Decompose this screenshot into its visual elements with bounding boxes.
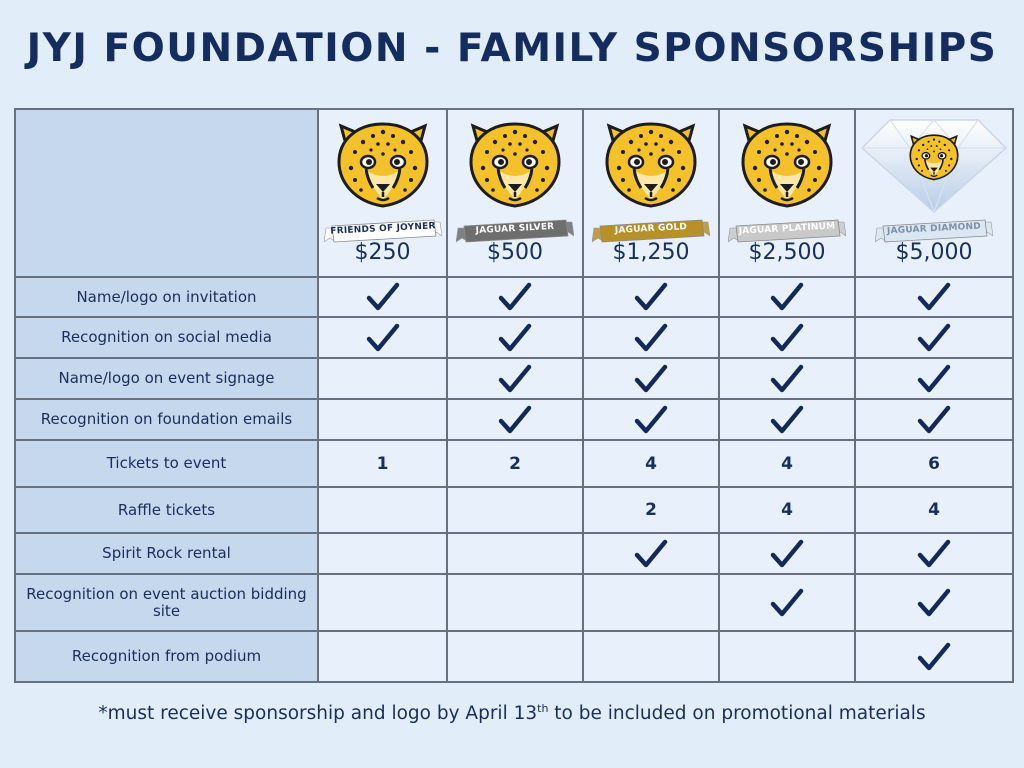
table-row bbox=[15, 631, 1013, 682]
tier-header-3 bbox=[583, 109, 719, 277]
checkmark-icon bbox=[917, 539, 951, 569]
benefit-cell bbox=[719, 440, 855, 487]
tier-header-row bbox=[15, 109, 1013, 277]
checkmark-icon bbox=[917, 405, 951, 435]
benefit-cell bbox=[719, 631, 855, 682]
benefit-label: Name/logo on event signage bbox=[15, 358, 318, 399]
checkmark-icon bbox=[770, 588, 804, 618]
benefit-cell bbox=[719, 358, 855, 399]
benefit-label: Spirit Rock rental bbox=[15, 533, 318, 574]
checkmark-icon bbox=[770, 539, 804, 569]
checkmark-icon bbox=[917, 588, 951, 618]
benefit-cell bbox=[447, 487, 583, 533]
benefit-cell bbox=[583, 277, 719, 317]
checkmark-icon bbox=[498, 282, 532, 312]
benefit-cell bbox=[318, 487, 447, 533]
checkmark-icon bbox=[498, 364, 532, 394]
benefit-cell bbox=[855, 487, 1013, 533]
benefit-cell bbox=[318, 358, 447, 399]
benefit-value: 1 bbox=[376, 453, 389, 474]
benefit-cell bbox=[583, 358, 719, 399]
tier-price: $5,000 bbox=[895, 240, 973, 265]
tier-header-2 bbox=[447, 109, 583, 277]
benefit-cell bbox=[855, 358, 1013, 399]
tier-name: JAGUAR GOLD bbox=[614, 222, 688, 236]
checkmark-icon bbox=[634, 323, 668, 353]
benefit-value: 2 bbox=[509, 453, 521, 474]
tier-name: JAGUAR DIAMOND bbox=[886, 221, 982, 237]
benefit-cell bbox=[583, 574, 719, 631]
footnote-prefix: *must receive sponsorship and logo by April 13 bbox=[98, 703, 538, 725]
benefit-cell bbox=[855, 277, 1013, 317]
benefit-label: Name/logo on invitation bbox=[15, 277, 318, 317]
benefit-value: 4 bbox=[928, 500, 940, 520]
cheetah-icon bbox=[601, 118, 701, 214]
benefit-cell bbox=[855, 631, 1013, 682]
benefit-cell bbox=[719, 277, 855, 317]
checkmark-icon bbox=[917, 282, 951, 312]
benefit-cell bbox=[318, 317, 447, 358]
checkmark-icon bbox=[770, 323, 804, 353]
checkmark-icon bbox=[917, 323, 951, 353]
benefit-cell bbox=[583, 631, 719, 682]
benefit-label: Recognition on social media bbox=[15, 317, 318, 358]
sponsorship-table bbox=[14, 108, 1014, 683]
benefit-cell bbox=[583, 399, 719, 440]
table-row bbox=[15, 487, 1013, 533]
tier-name: JAGUAR SILVER bbox=[475, 221, 555, 237]
cheetah-icon bbox=[737, 118, 837, 214]
diamond-cheetah-icon bbox=[860, 114, 1008, 214]
tier-price: $1,250 bbox=[612, 240, 690, 265]
table-row bbox=[15, 317, 1013, 358]
benefit-cell bbox=[719, 399, 855, 440]
checkmark-icon bbox=[634, 282, 668, 312]
benefit-value: 4 bbox=[781, 500, 793, 520]
checkmark-icon bbox=[634, 405, 668, 435]
benefit-cell bbox=[855, 317, 1013, 358]
benefit-cell bbox=[447, 358, 583, 399]
benefit-cell bbox=[719, 317, 855, 358]
tier-header-5 bbox=[855, 109, 1013, 277]
checkmark-icon bbox=[498, 323, 532, 353]
tier-name: JAGUAR PLATINUM bbox=[738, 221, 836, 237]
cheetah-icon bbox=[465, 118, 565, 214]
benefit-cell bbox=[318, 399, 447, 440]
benefit-cell bbox=[447, 277, 583, 317]
tier-name: FRIENDS OF JOYNER bbox=[329, 221, 436, 237]
benefit-cell bbox=[583, 317, 719, 358]
tier-price: $250 bbox=[354, 240, 411, 265]
benefit-cell bbox=[855, 440, 1013, 487]
benefit-label: Tickets to event bbox=[15, 440, 318, 487]
benefit-cell bbox=[447, 317, 583, 358]
header-corner-cell bbox=[15, 109, 318, 277]
table-row bbox=[15, 277, 1013, 317]
page-title: JYJ FOUNDATION - FAMILY SPONSORSHIPS bbox=[26, 26, 998, 71]
benefit-label: Recognition on foundation emails bbox=[15, 399, 318, 440]
table-row bbox=[15, 399, 1013, 440]
benefit-cell bbox=[583, 533, 719, 574]
benefit-cell bbox=[855, 574, 1013, 631]
checkmark-icon bbox=[917, 364, 951, 394]
table-row bbox=[15, 358, 1013, 399]
benefit-cell bbox=[318, 574, 447, 631]
checkmark-icon bbox=[366, 282, 400, 312]
checkmark-icon bbox=[366, 323, 400, 353]
benefit-cell bbox=[583, 440, 719, 487]
cheetah-icon bbox=[333, 118, 433, 214]
table-row bbox=[15, 440, 1013, 487]
benefit-cell bbox=[447, 399, 583, 440]
benefit-cell bbox=[447, 533, 583, 574]
benefit-label: Raffle tickets bbox=[15, 487, 318, 533]
benefit-cell bbox=[447, 631, 583, 682]
checkmark-icon bbox=[634, 364, 668, 394]
table-row bbox=[15, 533, 1013, 574]
benefit-value: 4 bbox=[781, 453, 793, 474]
benefit-cell bbox=[318, 533, 447, 574]
benefit-cell bbox=[719, 533, 855, 574]
benefit-cell bbox=[318, 277, 447, 317]
checkmark-icon bbox=[770, 282, 804, 312]
table-row bbox=[15, 574, 1013, 631]
benefit-cell bbox=[855, 533, 1013, 574]
checkmark-icon bbox=[770, 405, 804, 435]
benefit-cell bbox=[855, 399, 1013, 440]
benefit-cell bbox=[318, 631, 447, 682]
benefit-cell bbox=[447, 574, 583, 631]
tier-price: $500 bbox=[487, 240, 543, 265]
benefit-cell bbox=[583, 487, 719, 533]
benefit-value: 6 bbox=[928, 453, 940, 474]
checkmark-icon bbox=[498, 405, 532, 435]
benefit-cell bbox=[447, 440, 583, 487]
benefit-label: Recognition from podium bbox=[15, 631, 318, 682]
benefit-value: 2 bbox=[645, 500, 657, 520]
benefit-cell bbox=[719, 487, 855, 533]
checkmark-icon bbox=[917, 642, 951, 672]
footnote-superscript: th bbox=[537, 702, 549, 715]
benefit-cell bbox=[719, 574, 855, 631]
benefit-label: Recognition on event auction bidding site bbox=[15, 574, 318, 631]
benefit-cell bbox=[318, 440, 447, 487]
tier-header-4 bbox=[719, 109, 855, 277]
benefit-value: 4 bbox=[645, 453, 657, 474]
checkmark-icon bbox=[634, 539, 668, 569]
tier-price: $2,500 bbox=[748, 240, 826, 265]
checkmark-icon bbox=[770, 364, 804, 394]
footnote-suffix: to be included on promotional materials bbox=[548, 703, 926, 725]
tier-header-1 bbox=[318, 109, 447, 277]
footnote bbox=[0, 702, 1024, 724]
